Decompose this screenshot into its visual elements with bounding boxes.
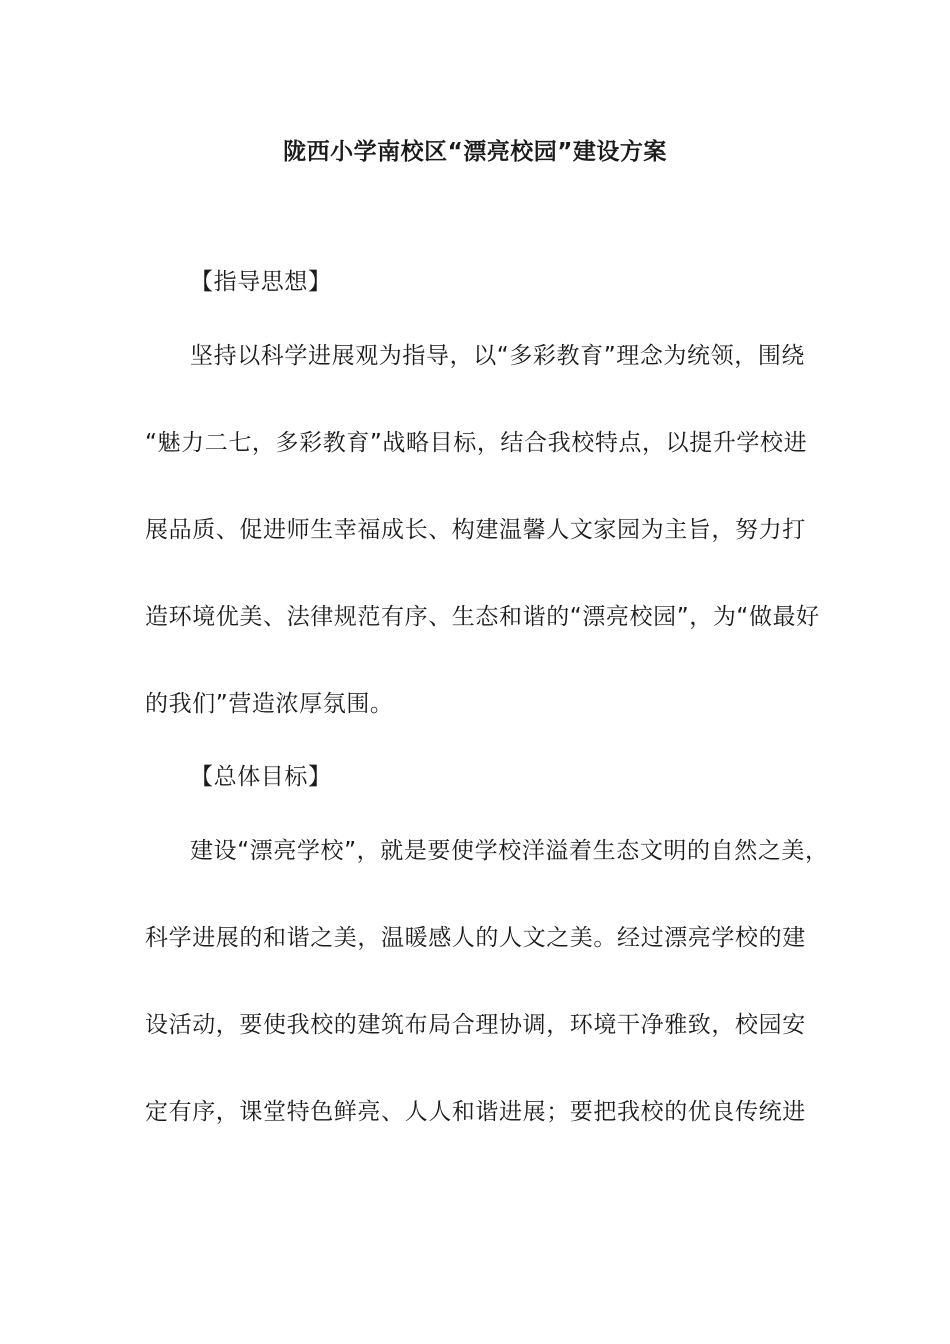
paragraph-line: 展品质、促进师生幸福成长、构建温馨人文家园为主旨，努力打 [145,517,806,543]
paragraph-line: 定有序，课堂特色鲜亮、人人和谐进展；要把我校的优良传统进 [145,1099,806,1125]
section-heading-guiding-ideology: 【指导思想】 [190,269,332,295]
section-heading-overall-goal: 【总体目标】 [190,764,332,790]
document-title: 陇西小学南校区“漂亮校园”建设方案 [283,139,667,165]
paragraph-line: 造环境优美、法律规范有序、生态和谐的“漂亮校园”，为“做最好 [145,604,820,630]
paragraph-line: 科学进展的和谐之美，温暖感人的人文之美。经过漂亮学校的建 [145,925,806,951]
paragraph-line: 的我们”营造浓厚氛围。 [145,691,394,717]
paragraph-line: 建设“漂亮学校”，就是要使学校洋溢着生态文明的自然之美， [190,838,829,864]
paragraph-line: 设活动，要使我校的建筑布局合理协调，环境干净雅致，校园安 [145,1012,806,1038]
paragraph-line: 坚持以科学进展观为指导，以“多彩教育”理念为统领，围绕 [190,343,806,369]
paragraph-line: “魅力二七，多彩教育”战略目标，结合我校特点，以提升学校进 [145,430,808,456]
